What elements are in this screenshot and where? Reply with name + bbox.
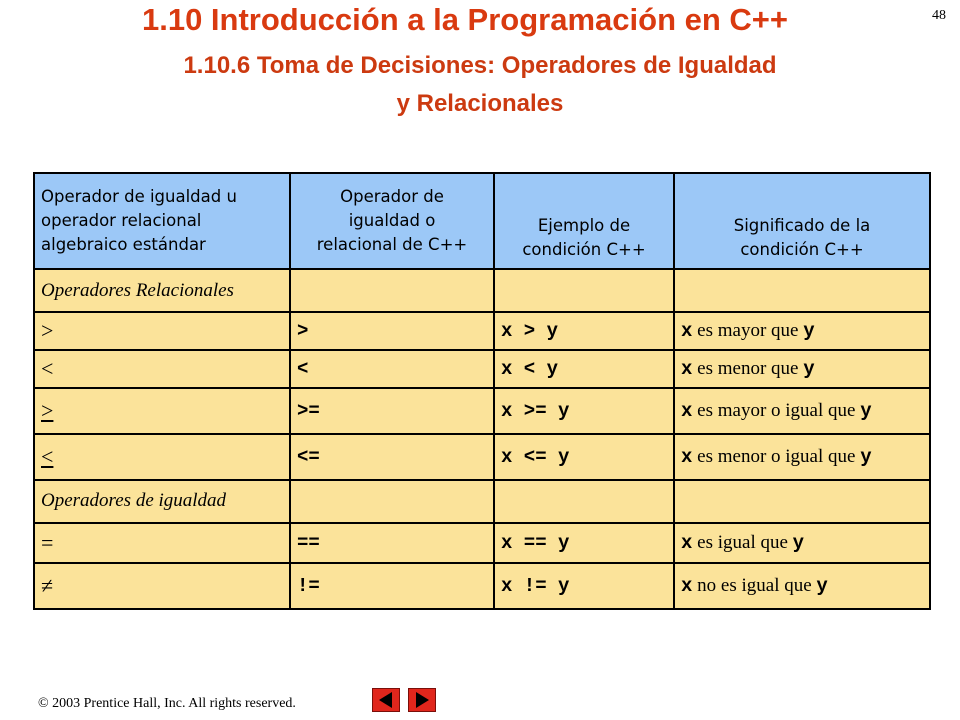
meaning-text: no es igual que (697, 574, 812, 596)
nav-prev-icon (372, 688, 400, 712)
cpp-operator: >= (290, 388, 494, 434)
header-example-line1: Ejemplo de (537, 216, 631, 236)
meaning-text: es igual que (697, 531, 788, 553)
meaning-x: x (681, 357, 693, 380)
cpp-operator: < (290, 350, 494, 388)
page-number: 48 (932, 8, 946, 23)
empty-cell (290, 480, 494, 522)
copyright-text: 2003 Prentice Hall, Inc. All rights reserved. (52, 696, 296, 711)
meaning (674, 523, 930, 563)
nav-next-icon (408, 688, 436, 712)
meaning-x: x (681, 400, 693, 423)
cpp-operator: != (290, 563, 494, 609)
meaning (674, 563, 930, 609)
algebraic-operator: > (34, 312, 290, 350)
meaning-y: y (860, 400, 872, 423)
section-relational-label: Operadores Relacionales (34, 269, 290, 311)
header-meaning (674, 173, 930, 269)
slide-subtitle-line2: y Relacionales (396, 90, 564, 117)
algebraic-operator-ge: > (34, 388, 290, 434)
example-condition: x >= y (494, 388, 674, 434)
section-equality-label: Operadores de igualdad (34, 480, 290, 522)
meaning-text: es mayor que (697, 319, 799, 341)
meaning-y: y (803, 357, 815, 380)
example-condition: x > y (494, 312, 674, 350)
empty-cell (674, 480, 930, 522)
cpp-operator: <= (290, 434, 494, 480)
example-condition: x == y (494, 523, 674, 563)
header-example (494, 173, 674, 269)
header-algebraic-line3: algebraico estándar (41, 235, 206, 255)
algebraic-operator: = (34, 523, 290, 563)
slide-subtitle-line1: 1.10.6 Toma de Decisiones: Operadores de Igualdad (183, 52, 777, 79)
meaning (674, 388, 930, 434)
meaning-y: y (792, 531, 805, 554)
table-row (34, 388, 930, 434)
operators-table (33, 172, 931, 610)
meaning (674, 350, 930, 388)
slide-title: 1.10 Introducción a la Programación en C++ (141, 2, 789, 37)
table-row (34, 480, 930, 522)
header-algebraic-line1: Operador de igualdad u (41, 187, 237, 207)
meaning (674, 312, 930, 350)
header-cpp-line3: relacional de C++ (316, 235, 468, 255)
header-cpp-line1: Operador de (340, 187, 444, 207)
table-row (34, 269, 930, 311)
meaning-text: es mayor o igual que (697, 400, 856, 422)
header-meaning-line2: condición C++ (740, 240, 864, 260)
table-header-row (34, 173, 930, 269)
table-row (34, 434, 930, 480)
meaning-y: y (816, 574, 828, 597)
header-algebraic-line2: operador relacional (41, 211, 202, 231)
algebraic-operator-le: < (34, 434, 290, 480)
nav-prev-button[interactable] (372, 688, 400, 712)
algebraic-operator: ≠ (34, 563, 290, 609)
meaning (674, 434, 930, 480)
copyright-footer (38, 696, 296, 712)
header-cpp-operator (290, 173, 494, 269)
header-algebraic (34, 173, 290, 269)
meaning-x: x (681, 446, 693, 469)
header-meaning-line1: Significado de la (733, 216, 871, 236)
cpp-operator: > (290, 312, 494, 350)
table-row (34, 523, 930, 563)
example-condition: x != y (494, 563, 674, 609)
empty-cell (494, 269, 674, 311)
empty-cell (290, 269, 494, 311)
meaning-y: y (860, 446, 872, 469)
meaning-text: es menor que (697, 357, 799, 379)
meaning-y: y (803, 319, 815, 342)
table-row (34, 350, 930, 388)
example-condition: x <= y (494, 434, 674, 480)
table-row (34, 312, 930, 350)
meaning-text: es menor o igual que (697, 446, 856, 468)
meaning-x: x (681, 574, 693, 597)
empty-cell (674, 269, 930, 311)
algebraic-operator: < (34, 350, 290, 388)
cpp-operator: == (290, 523, 494, 563)
table-row (34, 563, 930, 609)
example-condition: x < y (494, 350, 674, 388)
empty-cell (494, 480, 674, 522)
header-cpp-line2: igualdad o (348, 211, 436, 231)
meaning-x: x (681, 319, 693, 342)
copyright-symbol: © (38, 696, 49, 711)
meaning-x: x (681, 531, 693, 554)
header-example-line2: condición C++ (522, 240, 646, 260)
nav-next-button[interactable] (408, 688, 436, 712)
